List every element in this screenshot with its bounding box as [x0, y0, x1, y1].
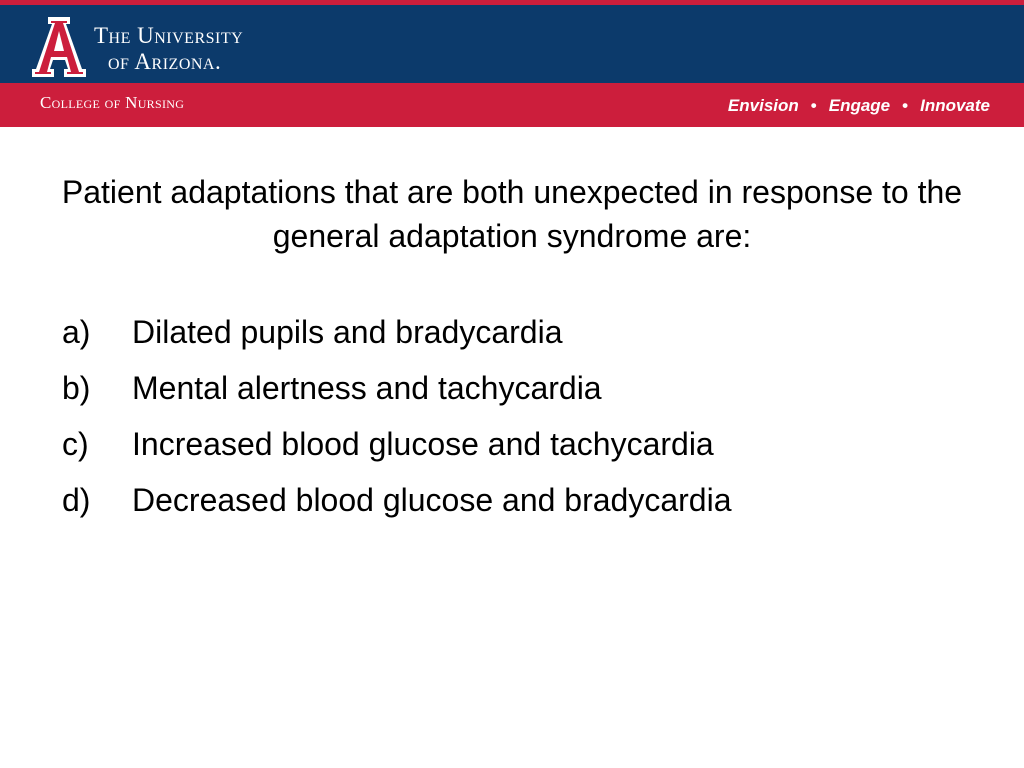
college-name: College of Nursing: [40, 93, 185, 112]
answer-option-b: [62, 370, 732, 426]
tagline: [728, 96, 990, 116]
answer-options: [62, 314, 732, 538]
university-banner: [0, 5, 1024, 83]
tagline-separator: •: [810, 96, 817, 115]
tagline-innovate: Innovate: [920, 96, 990, 115]
college-banner: [0, 83, 1024, 127]
option-text: Decreased blood glucose and bradycardia: [132, 482, 732, 518]
answer-option-d: [62, 482, 732, 538]
tagline-envision: Envision: [727, 96, 799, 115]
answer-option-c: [62, 426, 732, 482]
tagline-engage: Engage: [828, 96, 891, 115]
tagline-separator: •: [902, 96, 909, 115]
option-letter: b): [62, 370, 91, 406]
option-text: Increased blood glucose and tachycardia: [132, 426, 714, 462]
option-letter: c): [62, 426, 89, 462]
answer-option-a: [62, 314, 732, 370]
university-name-line1: The University: [94, 23, 244, 48]
option-letter: a): [62, 314, 91, 350]
option-letter: d): [62, 482, 91, 518]
option-text: Dilated pupils and bradycardia: [132, 314, 563, 350]
slide-question: Patient adaptations that are both unexpected in response to the general adaptation syndrome are:: [61, 174, 963, 254]
option-text: Mental alertness and tachycardia: [132, 370, 602, 406]
university-name-line2: of Arizona.: [108, 49, 222, 74]
university-name: [94, 23, 243, 75]
block-a-icon: [30, 15, 88, 81]
